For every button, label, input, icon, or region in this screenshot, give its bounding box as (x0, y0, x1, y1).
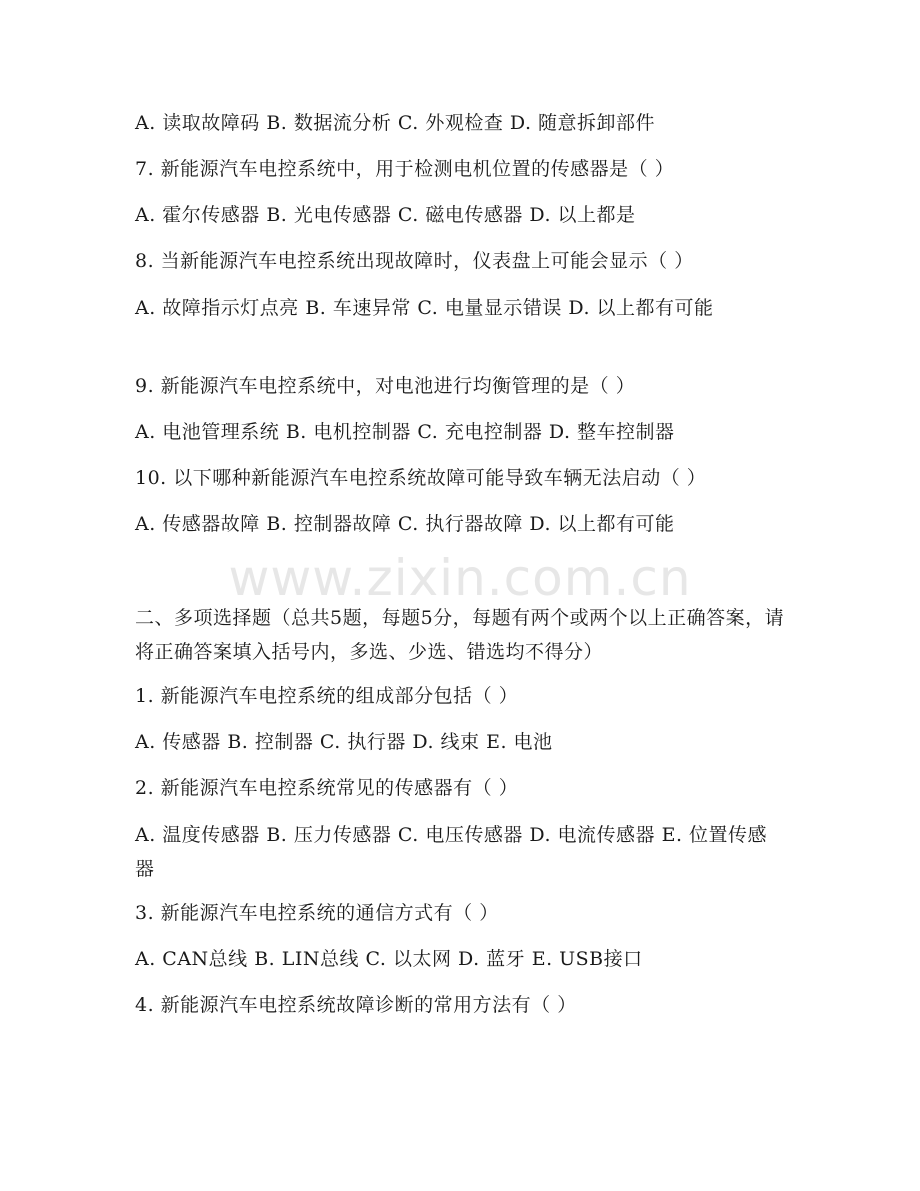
q8-options: A. 故障指示灯点亮 B. 车速异常 C. 电量显示错误 D. 以上都有可能 (135, 297, 714, 319)
mq1-question: 1. 新能源汽车电控系统的组成部分包括（ ） (135, 685, 519, 707)
q8-question: 8. 当新能源汽车电控系统出现故障时，仪表盘上可能会显示（ ） (135, 250, 694, 272)
q6-options: A. 读取故障码 B. 数据流分析 C. 外观检查 D. 随意拆卸部件 (135, 112, 656, 134)
section-heading-multiple-choice: 二、多项选择题（总共5题，每题5分，每题有两个或两个以上正确答案，请将正确答案填入括号内，多选、少选、错选均不得分） (135, 607, 785, 663)
mq3-question: 3. 新能源汽车电控系统的通信方式有（ ） (135, 902, 499, 924)
q7-options: A. 霍尔传感器 B. 光电传感器 C. 磁电传感器 D. 以上都是 (135, 204, 636, 226)
mq2-question: 2. 新能源汽车电控系统常见的传感器有（ ） (135, 777, 519, 799)
mq3-options: A. CAN总线 B. LIN总线 C. 以太网 D. 蓝牙 E. USB接口 (135, 948, 643, 970)
mq1-options: A. 传感器 B. 控制器 C. 执行器 D. 线束 E. 电池 (135, 731, 553, 753)
mq4-question: 4. 新能源汽车电控系统故障诊断的常用方法有（ ） (135, 994, 577, 1016)
q9-question: 9. 新能源汽车电控系统中，对电池进行均衡管理的是（ ） (135, 375, 636, 397)
mq2-options: A. 温度传感器 B. 压力传感器 C. 电压传感器 D. 电流传感器 E. 位置传感器 (135, 824, 768, 880)
q10-question: 10. 以下哪种新能源汽车电控系统故障可能导致车辆无法启动（ ） (135, 467, 707, 489)
q10-options: A. 传感器故障 B. 控制器故障 C. 执行器故障 D. 以上都有可能 (135, 513, 675, 535)
q9-options: A. 电池管理系统 B. 电机控制器 C. 充电控制器 D. 整车控制器 (135, 421, 675, 443)
watermark: www.zixin.com.cn (228, 549, 692, 607)
q7-question: 7. 新能源汽车电控系统中，用于检测电机位置的传感器是（ ） (135, 158, 675, 180)
